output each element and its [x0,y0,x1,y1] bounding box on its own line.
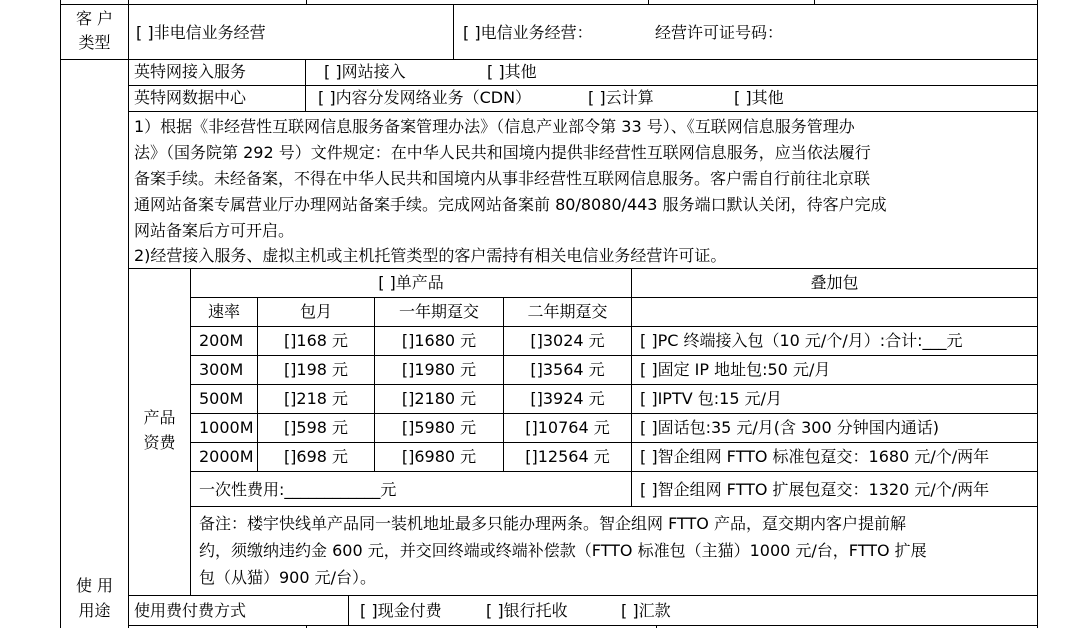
cash-payment-option[interactable]: [ ]现金付费 [360,601,442,620]
grid-line [128,85,1038,86]
one-time-fee-field[interactable]: 一次性费用:____________元 [199,480,397,499]
column-header-two-year: 二年期趸交 [527,302,608,321]
addon-pc-terminal-option[interactable]: [ ]PC 终端接入包（10 元/个/月）:合计:___元 [640,331,963,350]
monthly-price-option[interactable]: []218 元 [283,389,349,408]
monthly-price-option[interactable]: []598 元 [283,418,349,437]
rate-cell: 500M [199,389,244,408]
two-year-price-option[interactable]: []3024 元 [530,331,605,350]
remark-line: 备注：楼宇快线单产品同一装机地址最多只能办理两条。智企组网 FTTO 产品，趸交期内客户提前解 [199,514,906,533]
two-year-price-option[interactable]: []12564 元 [525,447,610,466]
grid-line [814,0,815,4]
grid-line [1037,0,1038,628]
grid-line [190,506,1038,507]
internet-access-label: 英特网接入服务 [134,62,247,81]
rate-cell: 200M [199,331,244,350]
notice-line: 法》（国务院第 292 号）文件规定：在中华人民共和国境内提供非经营性互联网信息服务，应当依法履行 [134,143,871,162]
rate-cell: 2000M [199,447,254,466]
grid-line [306,0,307,4]
grid-line [348,595,349,625]
data-center-label: 英特网数据中心 [134,88,247,107]
two-year-price-option[interactable]: []3924 元 [530,389,605,408]
addon-ftto-standard-option[interactable]: [ ]智企组网 FTTO 标准包趸交：1680 元/个/两年 [640,447,990,466]
addon-landline-option[interactable]: [ ]固话包:35 元/月(含 300 分钟国内通话) [640,418,939,437]
cloud-option[interactable]: [ ]云计算 [588,88,654,107]
rate-cell: 300M [199,360,244,379]
notice-text [134,114,887,269]
grid-line [128,595,1038,596]
one-year-price-option[interactable]: []6980 元 [401,447,477,466]
grid-line [128,625,1038,626]
monthly-price-option[interactable]: []198 元 [283,360,349,379]
telecom-option[interactable]: [ ]电信业务经营： [463,23,593,42]
one-year-price-option[interactable]: []5980 元 [401,418,477,437]
customer-type-label: 类型 [78,33,111,52]
remittance-option[interactable]: [ ]汇款 [621,601,671,620]
addon-header: 叠加包 [810,273,859,292]
grid-line [631,268,632,506]
column-header-monthly: 包月 [299,302,332,321]
grid-line [190,471,1038,472]
remark-line: 约，须缴纳违约金 600 元，并交回终端或终端补偿款（FTTO 标准包（主猫）1000 元/台，FTTO 扩展 [199,541,927,560]
customer-type-label: 客 户 [75,9,114,28]
monthly-price-option[interactable]: []168 元 [283,331,349,350]
pricing-remark [199,510,927,591]
grid-line [453,4,454,59]
grid-line [128,0,129,628]
bank-collection-option[interactable]: [ ]银行托收 [486,601,568,620]
usage-label: 使 用 [75,576,114,595]
rate-cell: 1000M [199,418,254,437]
one-year-price-option[interactable]: []1980 元 [401,360,477,379]
non-telecom-option[interactable]: [ ]非电信业务经营 [136,23,266,42]
grid-line [305,59,306,85]
grid-line [60,4,1038,5]
grid-line [128,111,1038,112]
pricing-label: 资费 [143,433,176,452]
grid-line [60,59,1038,60]
website-access-option[interactable]: [ ]网站接入 [324,62,406,81]
addon-iptv-option[interactable]: [ ]IPTV 包:15 元/月 [640,389,782,408]
license-number-label: 经营许可证号码： [655,23,784,42]
single-product-option[interactable]: [ ]单产品 [378,273,444,292]
addon-fixed-ip-option[interactable]: [ ]固定 IP 地址包:50 元/月 [640,360,831,379]
internet-other-option[interactable]: [ ]其他 [487,62,537,81]
one-year-price-option[interactable]: []1680 元 [401,331,477,350]
grid-line [60,0,61,628]
usage-label: 用途 [78,601,111,620]
column-header-one-year: 一年期趸交 [398,302,479,321]
monthly-price-option[interactable]: []698 元 [283,447,349,466]
two-year-price-option[interactable]: []3564 元 [530,360,605,379]
addon-ftto-extension-option[interactable]: [ ]智企组网 FTTO 扩展包趸交：1320 元/个/两年 [640,480,990,499]
notice-line: 通网站备案专属营业厅办理网站备案手续。完成网站备案前 80/8080/443 服务端口默认关闭，待客户完成 [134,195,887,214]
data-center-other-option[interactable]: [ ]其他 [734,88,784,107]
notice-line: 2)经营接入服务、虚拟主机或主机托管类型的客户需持有相关电信业务经营许可证。 [134,246,727,265]
pricing-label: 产品 [143,408,176,427]
notice-line: 网站备案后方可开启。 [134,221,295,240]
remark-line: 包（从猫）900 元/台）。 [199,568,377,587]
one-year-price-option[interactable]: []2180 元 [401,389,477,408]
grid-line [648,0,649,4]
cdn-option[interactable]: [ ]内容分发网络业务（CDN） [318,88,532,107]
payment-method-label: 使用费付费方式 [134,601,247,620]
grid-line [305,85,306,111]
notice-line: 1）根据《非经营性互联网信息服务备案管理办法》（信息产业部令第 33 号）、《互联网信息服务管理办 [134,117,855,136]
notice-line: 备案手续。未经备案，不得在中华人民共和国境内从事非经营性互联网信息服务。客户需自行前往北京联 [134,169,871,188]
two-year-price-option[interactable]: []10764 元 [525,418,610,437]
column-header-rate: 速率 [207,302,240,321]
